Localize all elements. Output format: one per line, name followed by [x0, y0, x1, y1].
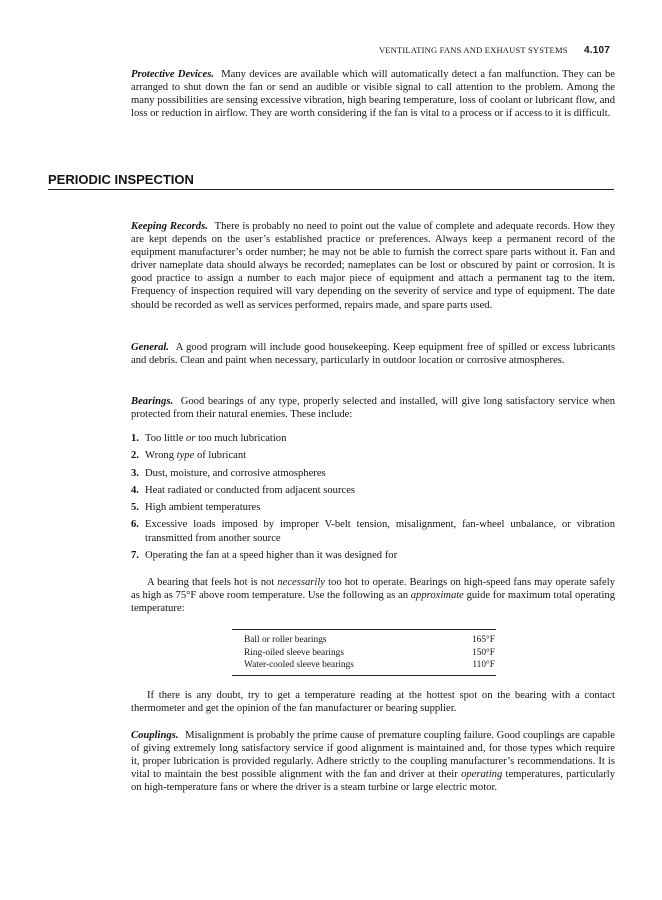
bearings-lead: Bearings.: [131, 396, 174, 407]
couplings-text: Misalignment is probably the prime cause of premature coupling failure. Good couplings are capable of giving extremely long satisfactory service if good alignment is maintained and, for those types which require it, proper lubrication is provided regularly. Adhere strictly to the coupling manufacturer’s recommendations. It is vital to maintain the best possible alignment with the fan and driver at their: [131, 730, 615, 781]
bearing-type: Ring-oiled sleeve bearings: [244, 647, 344, 658]
list-text: Operating the fan at a speed higher than it was designed for: [145, 549, 398, 561]
list-item: [131, 484, 615, 497]
list-number: 3.: [131, 467, 139, 479]
temperature-table: [232, 629, 496, 676]
list-text: of lubricant: [194, 450, 247, 462]
page-number: 4.107: [583, 45, 610, 56]
list-text: too much lubrication: [195, 433, 287, 444]
keeping-records-body: There is probably no need to point out the value of complete and adequate records. How they are kept depends on the user’s established practice or preferences. Always keep a permanent record of the equipment manufacturer’s order number; he may not be able to furnish the correct spare parts without it. Fan and driver nameplate data should always be recorded; nameplates can be lost or obscured by paint or corrosion. It is good practice to assign a number to each major piece of equipment and attach a permanent tag to the item. Frequency of inspection required will vary depending on the severity of service and type of equipment. The date should be recorded as well as services performed, repairs made, and spare parts used.: [131, 221, 615, 311]
running-title: VENTILATING FANS AND EXHAUST SYSTEMS: [378, 45, 568, 55]
list-emphasis: type: [176, 450, 195, 462]
running-header: [379, 45, 610, 56]
table-row: [232, 634, 496, 647]
bearings-paragraph: [131, 395, 615, 421]
hot-bearing-paragraph: [131, 576, 615, 615]
list-number: 6.: [131, 519, 139, 531]
max-temperature: 165°F: [471, 635, 495, 645]
keeping-records-lead: Keeping Records.: [131, 221, 208, 232]
list-number: 2.: [131, 450, 139, 462]
protective-devices-lead: Protective Devices.: [131, 69, 214, 80]
table-row: [232, 647, 496, 660]
couplings-paragraph: [131, 729, 615, 794]
couplings-text: temperatures, particularly on high-temperature fans or where the driver is a steam turbine or large electric motor.: [131, 769, 615, 794]
bearing-type: Ball or roller bearings: [244, 635, 327, 645]
protective-devices-paragraph: [131, 68, 615, 120]
couplings-emphasis: operating: [461, 769, 503, 781]
hot-bearing-text: A bearing that feels hot is not: [147, 577, 278, 588]
bearing-enemies-list: [131, 432, 615, 566]
list-text: Dust, moisture, and corrosive atmospheres: [145, 467, 326, 479]
list-text: Heat radiated or conducted from adjacent sources: [145, 484, 356, 496]
list-emphasis: or: [186, 433, 196, 444]
list-item: [131, 467, 615, 480]
hot-bearing-text: guide for maximum total operating temperature:: [131, 590, 615, 615]
list-item: [131, 449, 615, 462]
list-number: 4.: [131, 484, 139, 496]
list-text: High ambient temperatures: [145, 502, 261, 514]
list-text: Too little: [145, 433, 187, 444]
protective-devices-body: Many devices are available which will automatically detect a fan malfunction. They can be arranged to shut down the fan or send an audible or visible signal to call attention to the problem. Among the many possibilities are sensing excessive vibration, high bearing temperature, loss of coolant or lubricant flow, and loss or reduction in airflow. They are worth considering if the fan is vital to a process or if access to it is difficult.: [131, 69, 615, 120]
hot-bearing-emphasis: necessarily: [277, 577, 326, 588]
general-lead: General.: [131, 342, 169, 353]
keeping-records-paragraph: [131, 220, 615, 312]
doubt-paragraph: [131, 689, 615, 715]
bearings-body: Good bearings of any type, properly selected and installed, will give long satisfactory service when protected from their natural enemies. These include:: [131, 396, 615, 421]
max-temperature: 150°F: [471, 647, 495, 658]
list-text: Wrong: [145, 450, 177, 462]
list-text: Excessive loads imposed by improper V-belt tension, misalignment, fan-wheel unbalance, or vibration transmitted from another source: [145, 519, 615, 544]
hot-bearing-emphasis: approximate: [410, 590, 464, 602]
hot-bearing-text: too hot to operate. Bearings on high-speed fans may operate safely as high as 75°F above room temperature. Use the following as an: [131, 577, 615, 602]
bearing-type: Water-cooled sleeve bearings: [244, 660, 354, 671]
general-paragraph: [131, 341, 615, 367]
list-item: [131, 549, 615, 562]
doubt-body: If there is any doubt, try to get a temperature reading at the hottest spot on the bearing with a contact thermometer and get the opinion of the fan manufacturer or bearing supplier.: [131, 690, 615, 715]
general-body: A good program will include good housekeeping. Keep equipment free of spilled or excess lubricants and debris. Clean and paint when necessary, particularly in outdoor location or corrosive atmospheres.: [131, 342, 615, 367]
table-row: [232, 659, 496, 672]
couplings-lead: Couplings.: [131, 730, 179, 741]
list-number: 1.: [131, 433, 139, 444]
list-item: [131, 518, 615, 544]
list-number: 7.: [131, 549, 139, 561]
section-title: PERIODIC INSPECTION: [48, 172, 614, 190]
list-number: 5.: [131, 502, 139, 514]
list-item: [131, 501, 615, 514]
max-temperature: 110°F: [472, 660, 495, 671]
list-item: [131, 432, 615, 445]
